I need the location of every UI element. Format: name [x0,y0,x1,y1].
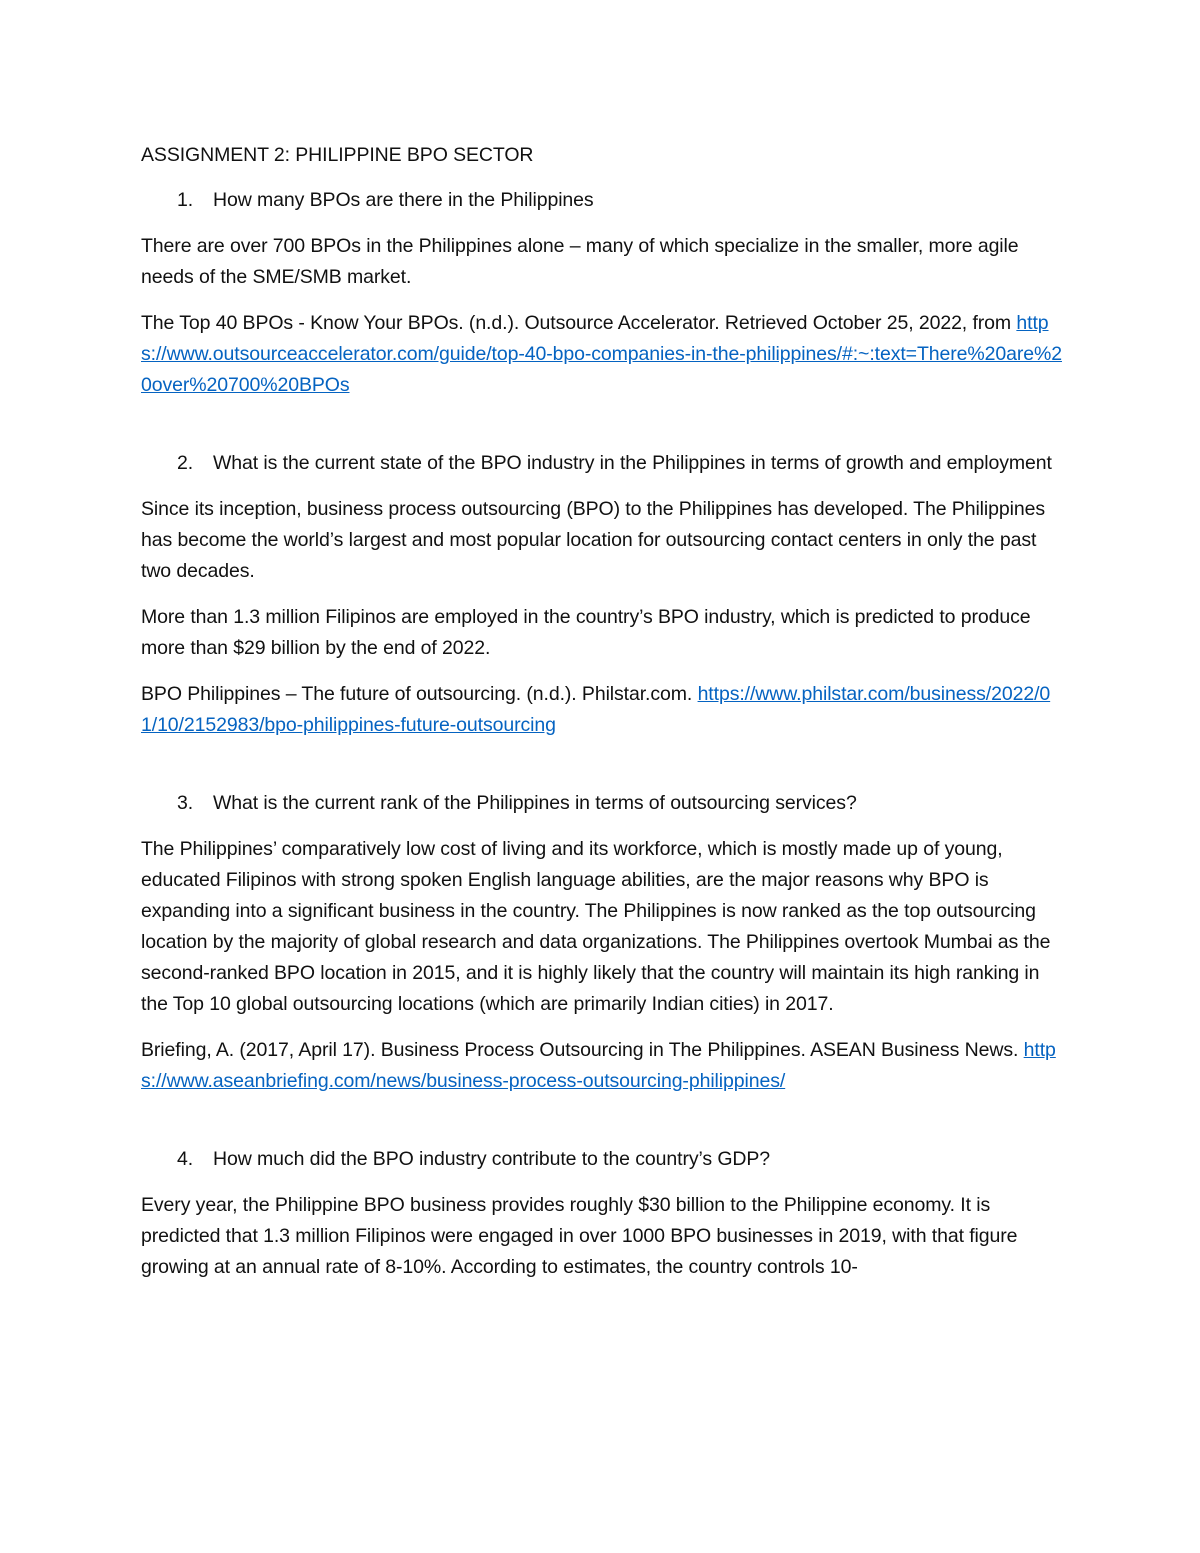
question-number: 1. [177,189,194,211]
question-text: How much did the BPO industry contribute to the country’s GDP? [213,1148,771,1170]
answer-paragraph: More than 1.3 million Filipinos are employed in the country’s BPO industry, which is predicted to produce more than $29 billion by the end of 2022. [141,606,1031,659]
citation [141,1035,1066,1097]
citation [141,308,1066,401]
answer-paragraph: The Philippines’ comparatively low cost of living and its workforce, which is mostly made up of young, educated Filipinos with strong spoken English language abilities, are the major reasons why BPO is expanding into a significant business in the country. The Philippines is now ranked as the top outsourcing location by the majority of global research and data organizations. The Philippines overtook Mumbai as the second-ranked BPO location in 2015, and it is highly likely that the country will maintain its high ranking in the Top 10 global outsourcing locations (which are primarily Indian cities) in 2017. [141,838,1051,1015]
citation-link[interactable]: https://www.philstar.com/business/2022/01/10/2152983/bpo-philippines-future-outsourcing [141,683,1051,736]
section-spacer [141,416,1066,448]
citation [141,679,1066,741]
question-1 [141,185,1066,216]
citation-link[interactable]: https://www.aseanbriefing.com/news/business-process-outsourcing-philippines/ [141,1039,1056,1092]
document-body [141,140,1066,1283]
citation-text: The Top 40 BPOs - Know Your BPOs. (n.d.). Outsource Accelerator. Retrieved October 25, 2022, from [141,312,1017,334]
question-number: 4. [177,1148,194,1170]
section-spacer [141,756,1066,788]
question-2 [141,448,1066,479]
answer-paragraph: There are over 700 BPOs in the Philippines alone – many of which specialize in the smaller, more agile needs of the SME/SMB market. [141,235,1019,288]
question-text: How many BPOs are there in the Philippines [213,189,594,211]
citation-text: BPO Philippines – The future of outsourcing. (n.d.). Philstar.com. [141,683,698,705]
question-number: 3. [177,792,194,814]
answer-paragraph: Since its inception, business process outsourcing (BPO) to the Philippines has developed. The Philippines has become the world’s largest and most popular location for outsourcing contact centers in only the past two decades. [141,498,1046,582]
citation-text: Briefing, A. (2017, April 17). Business Process Outsourcing in The Philippines. ASEAN Business News. [141,1039,1024,1061]
question-4 [141,1144,1066,1175]
question-3 [141,788,1066,819]
question-number: 2. [177,452,194,474]
question-text: What is the current state of the BPO industry in the Philippines in terms of growth and employment [213,452,1052,474]
question-text: What is the current rank of the Philippines in terms of outsourcing services? [213,792,857,814]
citation-link[interactable]: https://www.outsourceaccelerator.com/guide/top-40-bpo-companies-in-the-philippines/#:~:text=There%20are%20over%20700%20BPOs [141,312,1062,396]
section-spacer [141,1112,1066,1144]
answer-paragraph: Every year, the Philippine BPO business provides roughly $30 billion to the Philippine economy. It is predicted that 1.3 million Filipinos were engaged in over 1000 BPO businesses in 2019, with that figure growing at an annual rate of 8-10%. According to estimates, the country controls 10- [141,1194,1018,1278]
document-title: ASSIGNMENT 2: PHILIPPINE BPO SECTOR [141,144,534,166]
